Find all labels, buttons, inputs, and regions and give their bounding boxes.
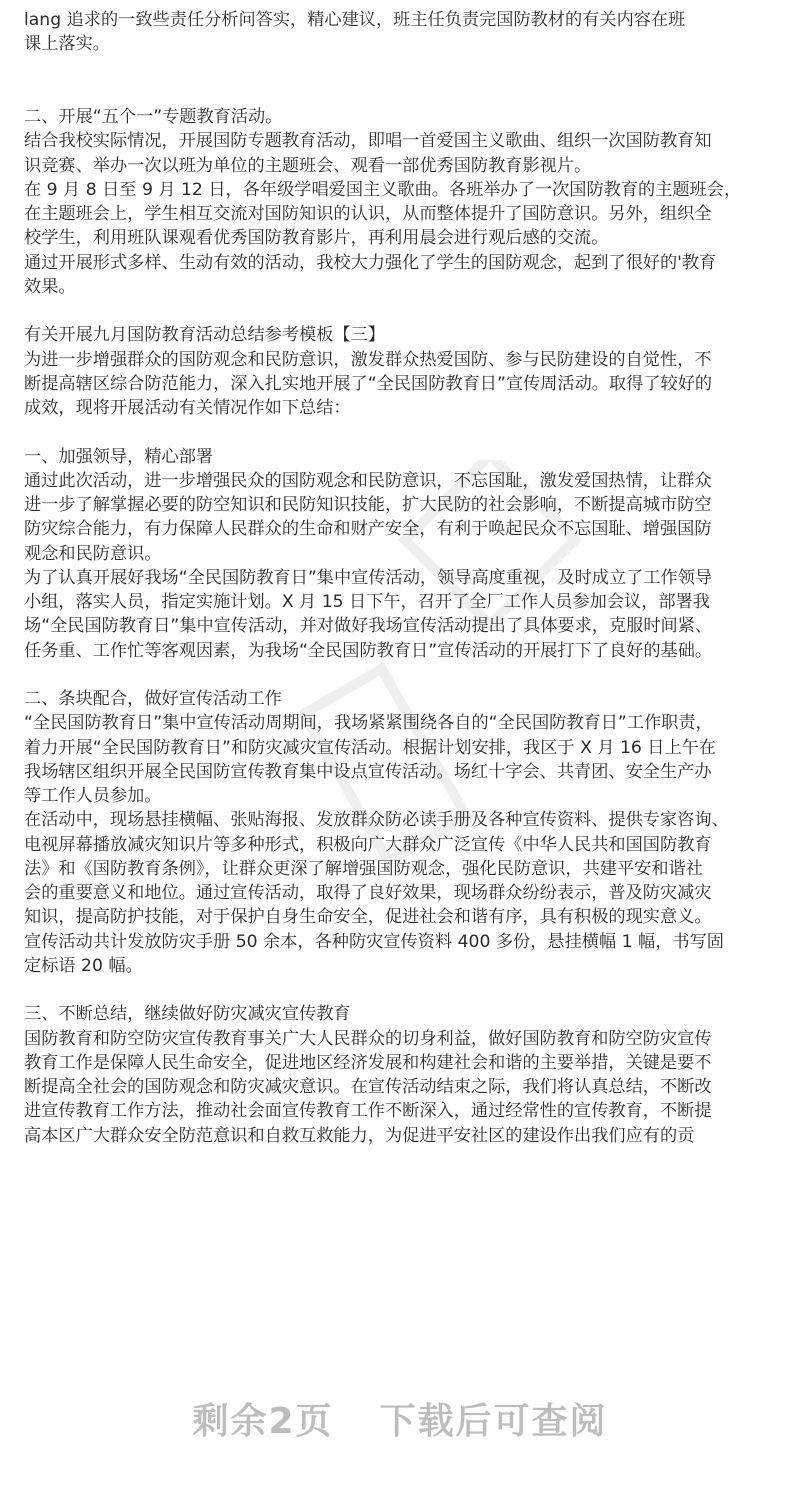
text-line: 为进一步增强群众的国防观念和民防意识，激发群众热爱国防、参与民防建设的自觉性，不	[24, 349, 712, 370]
text-line: 电视屏幕播放减灾知识片等多种形式，积极向广大群众广泛宣传《中华人民共和国国防教育	[24, 834, 712, 855]
text-line: 识竞赛、举办一次以班为单位的主题班会、观看一部优秀国防教育影视片。	[24, 155, 592, 176]
text-line: 法》和《国防教育条例》，让群众更深了解增强国防观念，强化民防意识，共建平安和谐社	[24, 858, 703, 879]
text-line: 课上落实。	[24, 34, 110, 55]
text-line: 等工作人员参加。	[24, 786, 162, 806]
text-line: 防灾综合能力，有力保障人民群众的生命和财产安全，有利于唤起民众不忘国耻、增强国防	[24, 519, 712, 540]
download-prompt[interactable]	[0, 1400, 800, 1444]
text-line: 二、开展“五个一”专题教育活动。	[24, 107, 283, 127]
text-line: 三、不断总结，继续做好防灾减灾宣传教育	[24, 1004, 351, 1025]
text-line: 通过此次活动，进一步增强民众的国防观念和民防意识，不忘国耻，激发爱国热情，让群众	[24, 470, 712, 491]
text-line: 场“全民国防教育日”集中宣传活动，并对做好我场宣传活动提出了具体要求，克服时间紧、	[24, 616, 713, 637]
text-line: 进一步了解掌握必要的防空知识和民防知识技能，扩大民防的社会影响，不断提高城市防空	[24, 495, 712, 515]
text-line: 断提高辖区综合防范能力，深入扎实地开展了“全民国防教育日”宣传周活动。取得了较好的	[24, 373, 713, 394]
text-line: 在活动中，现场悬挂横幅、张贴海报、发放群众防必读手册及各种宣传资料、提供专家咨询、	[24, 810, 729, 831]
text-line: 国防教育和防空防灾宣传教育事关广大人民群众的切身利益，做好国防教育和防空防灾宣传	[24, 1028, 712, 1049]
text-line: 为了认真开展好我场“全民国防教育日”集中宣传活动，领导高度重视，及时成立了工作领导	[24, 567, 713, 588]
text-line: 会的重要意义和地位。通过宣传活动，取得了良好效果，现场群众纷纷表示，普及防灾减灾	[24, 883, 712, 903]
text-line: 二、条块配合，做好宣传活动工作	[24, 689, 282, 709]
text-line: 有关开展九月国防教育活动总结参考模板【三】	[24, 325, 385, 346]
text-line: 高本区广大群众安全防范意识和自救互救能力，为促进平安社区的建设作出我们应有的贡	[24, 1125, 695, 1146]
text-line: 校学生，利用班队课观看优秀国防教育影片，再利用晨会进行观后感的交流。	[24, 228, 609, 249]
text-line: 我场辖区组织开展全民国防宣传教育集中设点宣传活动。场红十字会、共青团、安全生产办	[24, 761, 712, 782]
text-line: 一、加强领导，精心部署	[24, 446, 214, 467]
text-line: 成效，现将开展活动有关情况作如下总结：	[24, 398, 351, 418]
text-line: 任务重、工作忙等客观因素，为我场“全民国防教育日”宣传活动的开展打下了良好的基础。	[24, 640, 713, 661]
text-line: 结合我校实际情况，开展国防专题教育活动，即唱一首爱国主义歌曲、组织一次国防教育知	[24, 131, 712, 152]
text-line: 着力开展“全民国防教育日”和防灾减灾宣传活动。根据计划安排，我区于 X 月 16 日上午在	[24, 737, 717, 758]
text-line: 教育工作是保障人民生命安全，促进地区经济发展和构建社会和谐的主要举措，关键是要不	[24, 1052, 712, 1073]
text-line: 通过开展形式多样、生动有效的活动，我校大力强化了学生的国防观念，起到了很好的'教育	[24, 252, 717, 273]
text-line: 在 9 月 8 日至 9 月 12 日，各年级学唱爱国主义歌曲。各班举办了一次国防教育的主题班会，	[24, 179, 742, 200]
text-line: 小组，落实人员，指定实施计划。X 月 15 日下午，召开了全厂工作人员参加会议，部署我	[24, 592, 710, 612]
text-line: 在主题班会上，学生相互交流对国防知识的认识，从而整体提升了国防意识。另外，组织全	[24, 204, 712, 224]
text-line: 观念和民防意识。	[24, 543, 162, 564]
text-line: 进宣传教育工作方法，推动社会面宣传教育工作不断深入，通过经常性的宣传教育，不断提	[24, 1101, 712, 1122]
text-line: 定标语 20 幅。	[24, 955, 143, 976]
download-to-view-text: 下载后可查阅	[379, 1401, 608, 1442]
text-line: 宣传活动共计发放防灾手册 50 余本，各种防灾宣传资料 400 多份，悬挂横幅 1 幅，书写固	[24, 931, 724, 952]
text-line: 效果。	[24, 276, 76, 297]
remaining-pages-text: 剩余2页	[192, 1401, 334, 1442]
text-line: “全民国防教育日”集中宣传活动周期间，我场紧紧围绕各自的“全民国防教育日”工作职责，	[24, 713, 713, 734]
text-line: lang 追求的一致些责任分析问答实，精心建议，班主任负责完国防教材的有关内容在班	[24, 10, 686, 30]
text-line: 知识，提高防护技能，对于保护自身生命安全，促进社会和谐有序，具有积极的现实意义。	[24, 907, 712, 928]
text-line: 断提高全社会的国防观念和防灾减灾意识。在宣传活动结束之际，我们将认真总结，不断改	[24, 1077, 712, 1097]
